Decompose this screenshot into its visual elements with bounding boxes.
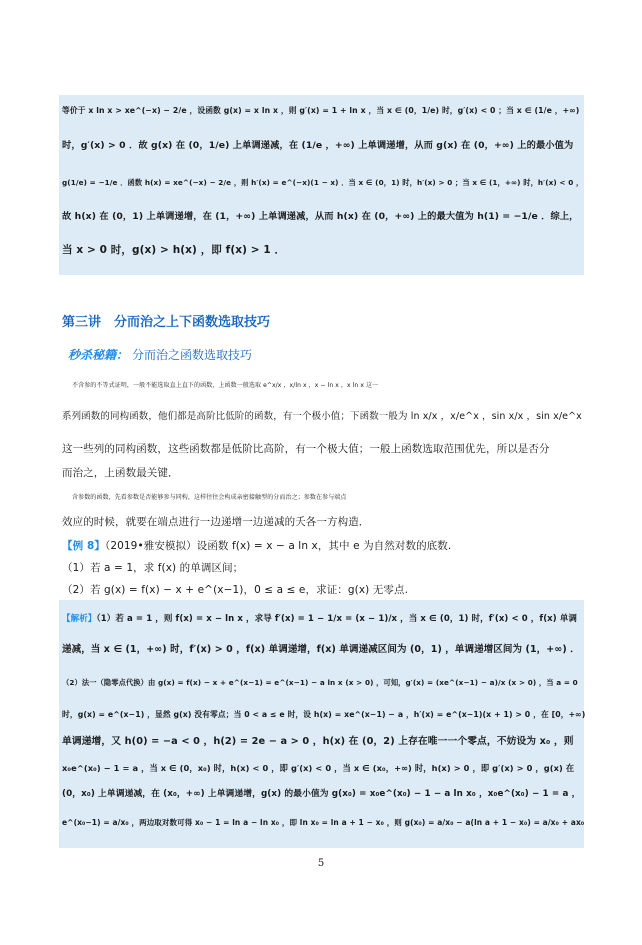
solution-line-3: （2）法一（隐零点代换）由 g(x) = f(x) − x + e^(x−1) = e^(x−1) − a ln x (x > 0) ，可知，g′(x) = (xe^(x−1) − a)/x (x > 0) ，当 a = 0 xyxy=(62,678,578,687)
subsection-title: 分而治之函数选取技巧 xyxy=(132,348,253,362)
section-heading: 第三讲 分而治之上下函数选取技巧 xyxy=(62,315,271,330)
body-line-1: 不含参的不等式证明，一般不能选取直上直下的函数，上函数一般选取 e^x/x ，x/ln x ，x − ln x ，x ln x 这一 xyxy=(72,382,379,389)
solution-line-6: x₀e^(x₀) − 1 = a ，当 x ∈ (0，x₀) 时，h(x) < 0 ，即 g′(x) < 0 ，当 x ∈ (x₀，+∞) 时，h(x) > 0 ，即 g′(x) > 0 ，g(x) 在 xyxy=(62,763,575,773)
solution-line-8: e^(x₀−1) = a/x₀ ，两边取对数可得 x₀ − 1 = ln a − ln x₀ ，即 ln x₀ = ln a + 1 − x₀ ，则 g(x₀) = a/x₀ − a(ln a + 1 − x₀) = a/x₀ + ax₀ xyxy=(62,818,585,827)
solution-line-1 xyxy=(62,612,582,626)
solution-box xyxy=(59,600,584,848)
subsection-heading xyxy=(68,346,252,363)
body-line-2: 系列函数的同构函数，他们都是高阶比低阶的函数，有一个极小值；下函数一般为 ln x/x ，x/e^x ，sin x/x ，sin x/e^x xyxy=(62,411,582,422)
body-line-3: 这一些列的同构函数，这些函数都是低阶比高阶，有一个极大值；一般上函数选取范围优先，所以是否分 xyxy=(62,443,550,455)
solution-line-7: (0，x₀) 上单调递减，在 (x₀，+∞) 上单调递增，g(x) 的最小值为 g(x₀) = x₀e^(x₀) − 1 − a ln x₀ ，x₀e^(x₀) − 1 = a ， xyxy=(62,789,581,799)
example-source: （2019•雅安模拟） xyxy=(104,540,197,552)
proof-line-4: 故 h(x) 在 (0，1) 上单调递增，在 (1，+∞) 上单调递减，从而 h(x) 在 (0，+∞) 上的最大值为 h(1) = −1/e ．综上， xyxy=(62,211,579,222)
page-number: 5 xyxy=(317,858,325,869)
proof-line-2: 时，g′(x) > 0 ．故 g(x) 在 (0，1/e) 上单调递减，在 (1/e ，+∞) 上单调递增，从而 g(x) 在 (0，+∞) 上的最小值为 xyxy=(62,140,574,151)
solution-line-5: 单调递增，又 h(0) = −a < 0 ，h(2) = 2e − a > 0 ，h(x) 在 (0，2) 上存在唯一一个零点，不妨设为 x₀ ，则 xyxy=(62,736,574,747)
example-question-2: （2）若 g(x) = f(x) − x + e^(x−1)，0 ≤ a ≤ e，求证：g(x) 无零点. xyxy=(62,584,409,596)
solution-line-4: 时，g(x) = e^(x−1) ，显然 g(x) 没有零点；当 0 < a ≤ e 时，设 h(x) = xe^(x−1) − a ，h′(x) = e^(x−1)(x + 1) > 0 ，在 [0，+∞) xyxy=(62,710,586,719)
secret-tip-label: 秒杀秘籍： xyxy=(68,348,129,362)
proof-line-1: 等价于 x ln x > xe^(−x) − 2/e ，设函数 g(x) = x ln x ，则 g′(x) = 1 + ln x ，当 x ∈ (0，1/e) 时，g′(x) < 0 ；当 x ∈ (1/e ，+∞) xyxy=(62,106,580,115)
body-line-4: 而治之，上函数最关键． xyxy=(62,467,179,479)
example-header xyxy=(62,539,582,553)
body-line-5: 含参数的函数，先看参数是否能够参与同构，这样往往会构成亲密接触型的分而治之；参数在参与端点 xyxy=(72,494,347,501)
solution-text-1: （1）若 a = 1 ，则 f(x) = x − ln x ，求导 f′(x) = 1 − 1/x = (x − 1)/x ，当 x ∈ (0，1) 时，f′(x) < 0 ，f(x) 单调 xyxy=(96,614,578,624)
example-stem: 设函数 f(x) = x − a ln x，其中 e 为自然对数的底数. xyxy=(196,540,452,552)
solution-tag: 【解析】 xyxy=(62,614,97,624)
example-tag: 【例 8】 xyxy=(62,540,105,552)
example-question-1: （1）若 a = 1，求 f(x) 的单调区间； xyxy=(62,562,244,574)
body-line-6: 效应的时候，就要在端点进行一边递增一边递减的夭各一方构造． xyxy=(62,516,370,528)
proof-line-5: 当 x > 0 时，g(x) > h(x) ，即 f(x) > 1 ． xyxy=(62,244,286,256)
proof-line-3: g(1/e) = −1/e ．函数 h(x) = xe^(−x) − 2/e ，则 h′(x) = e^(−x)(1 − x) ．当 x ∈ (0，1) 时，h′(x) > 0 ；当 x ∈ (1，+∞) 时，h′(x) < 0 ， xyxy=(62,178,584,187)
solution-line-2: 递减，当 x ∈ (1，+∞) 时，f′(x) > 0 ，f(x) 单调递增，f(x) 单调递减区间为 (0，1) ，单调递增区间为 (1，+∞) ． xyxy=(62,644,580,655)
